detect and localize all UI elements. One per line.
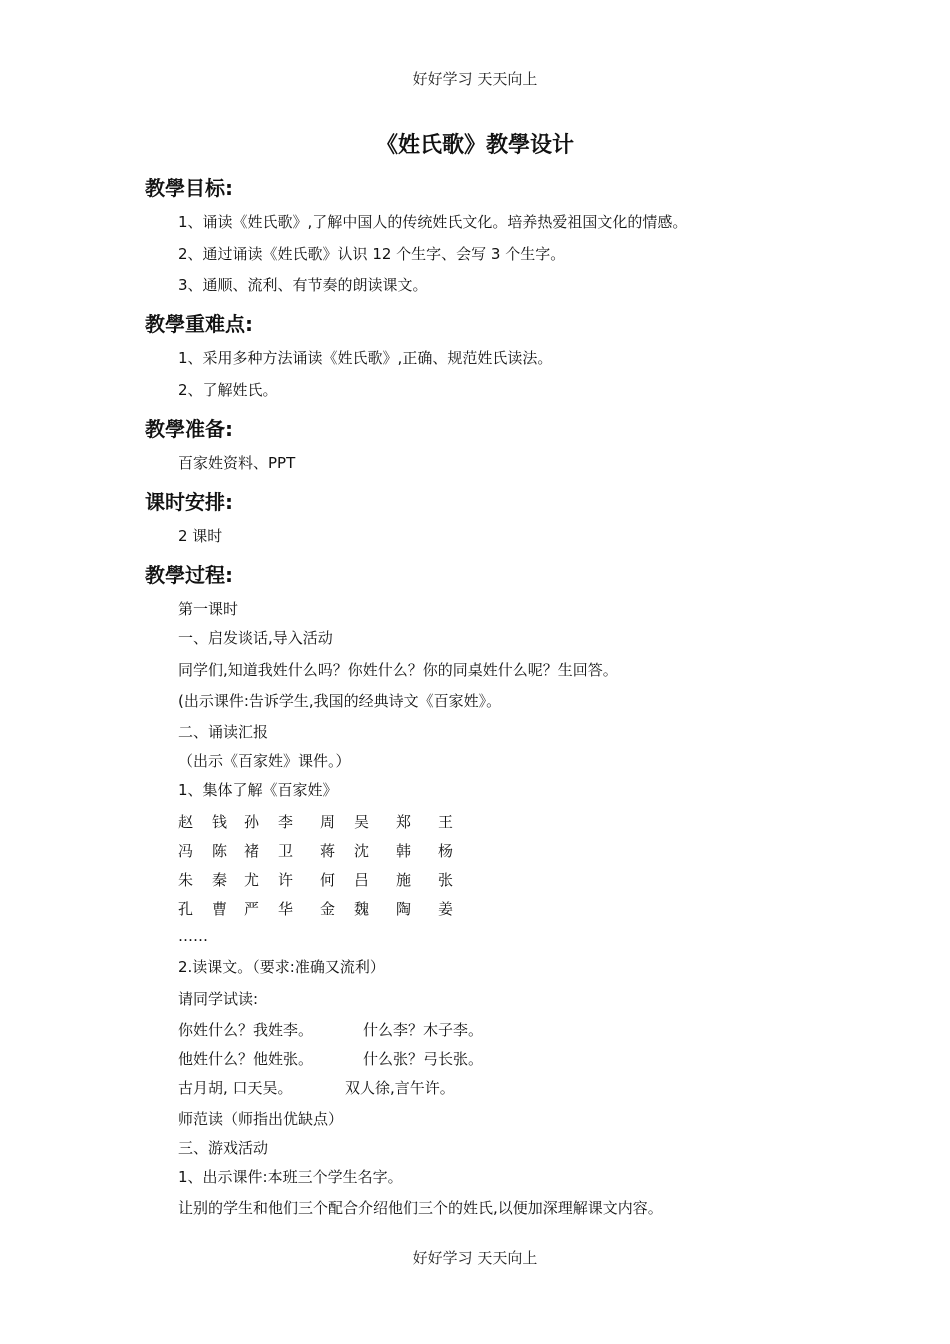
process-line: (出示课件:告诉学生,我国的经典诗文《百家姓》。 (178, 692, 502, 710)
surname-cell: 曹 (212, 900, 228, 918)
surname-cell: 李 (278, 813, 294, 831)
goal-item: 1、诵读《姓氏歌》,了解中国人的传统姓氏文化。培养热爱祖国文化的情感。 (178, 213, 688, 231)
goal-item: 3、通顺、流利、有节奏的朗读课文。 (178, 276, 428, 294)
process-line: 第一课时 (178, 600, 239, 618)
preparation-text: 百家姓资料、PPT (178, 454, 296, 472)
surname-cell: 周 (320, 813, 336, 831)
surname-cell: 褚 (244, 842, 260, 860)
surname-cell: 华 (278, 900, 294, 918)
process-line: 请同学试读: (178, 990, 259, 1008)
heading-schedule: 课时安排: (145, 490, 233, 514)
process-line: （出示《百家姓》课件。） (178, 752, 351, 770)
surname-cell: 钱 (212, 813, 228, 831)
surname-cell: 吴 (354, 813, 370, 831)
process-line: 让别的学生和他们三个配合介绍他们三个的姓氏,以便加深理解课文内容。 (178, 1199, 663, 1217)
process-line: 同学们,知道我姓什么吗？你姓什么？你的同桌姓什么呢？生回答。 (178, 661, 618, 679)
process-line: 1、出示课件:本班三个学生名字。 (178, 1168, 403, 1186)
process-line: 一、启发谈话,导入活动 (178, 629, 333, 647)
surname-cell: 朱 (178, 871, 194, 889)
surname-cell: 陈 (212, 842, 228, 860)
surname-cell: 陶 (396, 900, 412, 918)
schedule-text: 2 课时 (178, 527, 223, 545)
surname-cell: 韩 (396, 842, 412, 860)
heading-goals: 教學目标: (145, 176, 233, 200)
surname-cell: 杨 (438, 842, 454, 860)
surname-cell: 魏 (354, 900, 370, 918)
document-title: 《姓氏歌》教學设计 (375, 133, 574, 158)
page-header: 好好学习 天天向上 (412, 70, 538, 88)
surname-cell: 何 (320, 871, 336, 889)
surname-cell: 沈 (354, 842, 370, 860)
process-line: 二、诵读汇报 (178, 723, 269, 741)
process-line: 2.读课文。（要求:准确又流利） (178, 958, 385, 976)
dialogue-right: 双人徐,言午许。 (345, 1079, 455, 1097)
surname-cell: 郑 (396, 813, 412, 831)
surname-cell: 尤 (244, 871, 260, 889)
key-point-item: 1、采用多种方法诵读《姓氏歌》,正确、规范姓氏读法。 (178, 349, 553, 367)
surname-cell: 张 (438, 871, 454, 889)
surname-cell: 秦 (212, 871, 228, 889)
surname-cell: 施 (396, 871, 412, 889)
dialogue-left: 他姓什么？他姓张。 (178, 1050, 314, 1068)
surname-cell: 赵 (178, 813, 194, 831)
surname-cell: 蒋 (320, 842, 336, 860)
process-line: 师范读（师指出优缺点） (178, 1110, 344, 1128)
heading-preparation: 教學准备: (145, 417, 233, 441)
dialogue-right: 什么张？弓长张。 (363, 1050, 484, 1068)
surname-cell: 吕 (354, 871, 370, 889)
goal-item: 2、通过诵读《姓氏歌》认识 12 个生字、会写 3 个生字。 (178, 245, 566, 263)
process-line: 三、游戏活动 (178, 1139, 269, 1157)
surname-cell: 许 (278, 871, 294, 889)
key-point-item: 2、了解姓氏。 (178, 381, 278, 399)
heading-key-points: 教學重难点: (145, 312, 253, 336)
heading-process: 教學过程: (145, 563, 233, 587)
dialogue-right: 什么李？木子李。 (363, 1021, 484, 1039)
page-footer: 好好学习 天天向上 (412, 1249, 538, 1267)
surname-cell: 冯 (178, 842, 194, 860)
surname-cell: 卫 (278, 842, 294, 860)
surname-cell: 姜 (438, 900, 454, 918)
surname-cell: 孙 (244, 813, 260, 831)
process-line: 1、集体了解《百家姓》 (178, 781, 338, 799)
surname-cell: 严 (244, 900, 260, 918)
surname-cell: 孔 (178, 900, 194, 918)
surname-cell: 金 (320, 900, 336, 918)
ellipsis: …… (178, 927, 208, 945)
surname-cell: 王 (438, 813, 454, 831)
dialogue-left: 古月胡, 口天吴。 (178, 1079, 293, 1097)
dialogue-left: 你姓什么？我姓李。 (178, 1021, 314, 1039)
